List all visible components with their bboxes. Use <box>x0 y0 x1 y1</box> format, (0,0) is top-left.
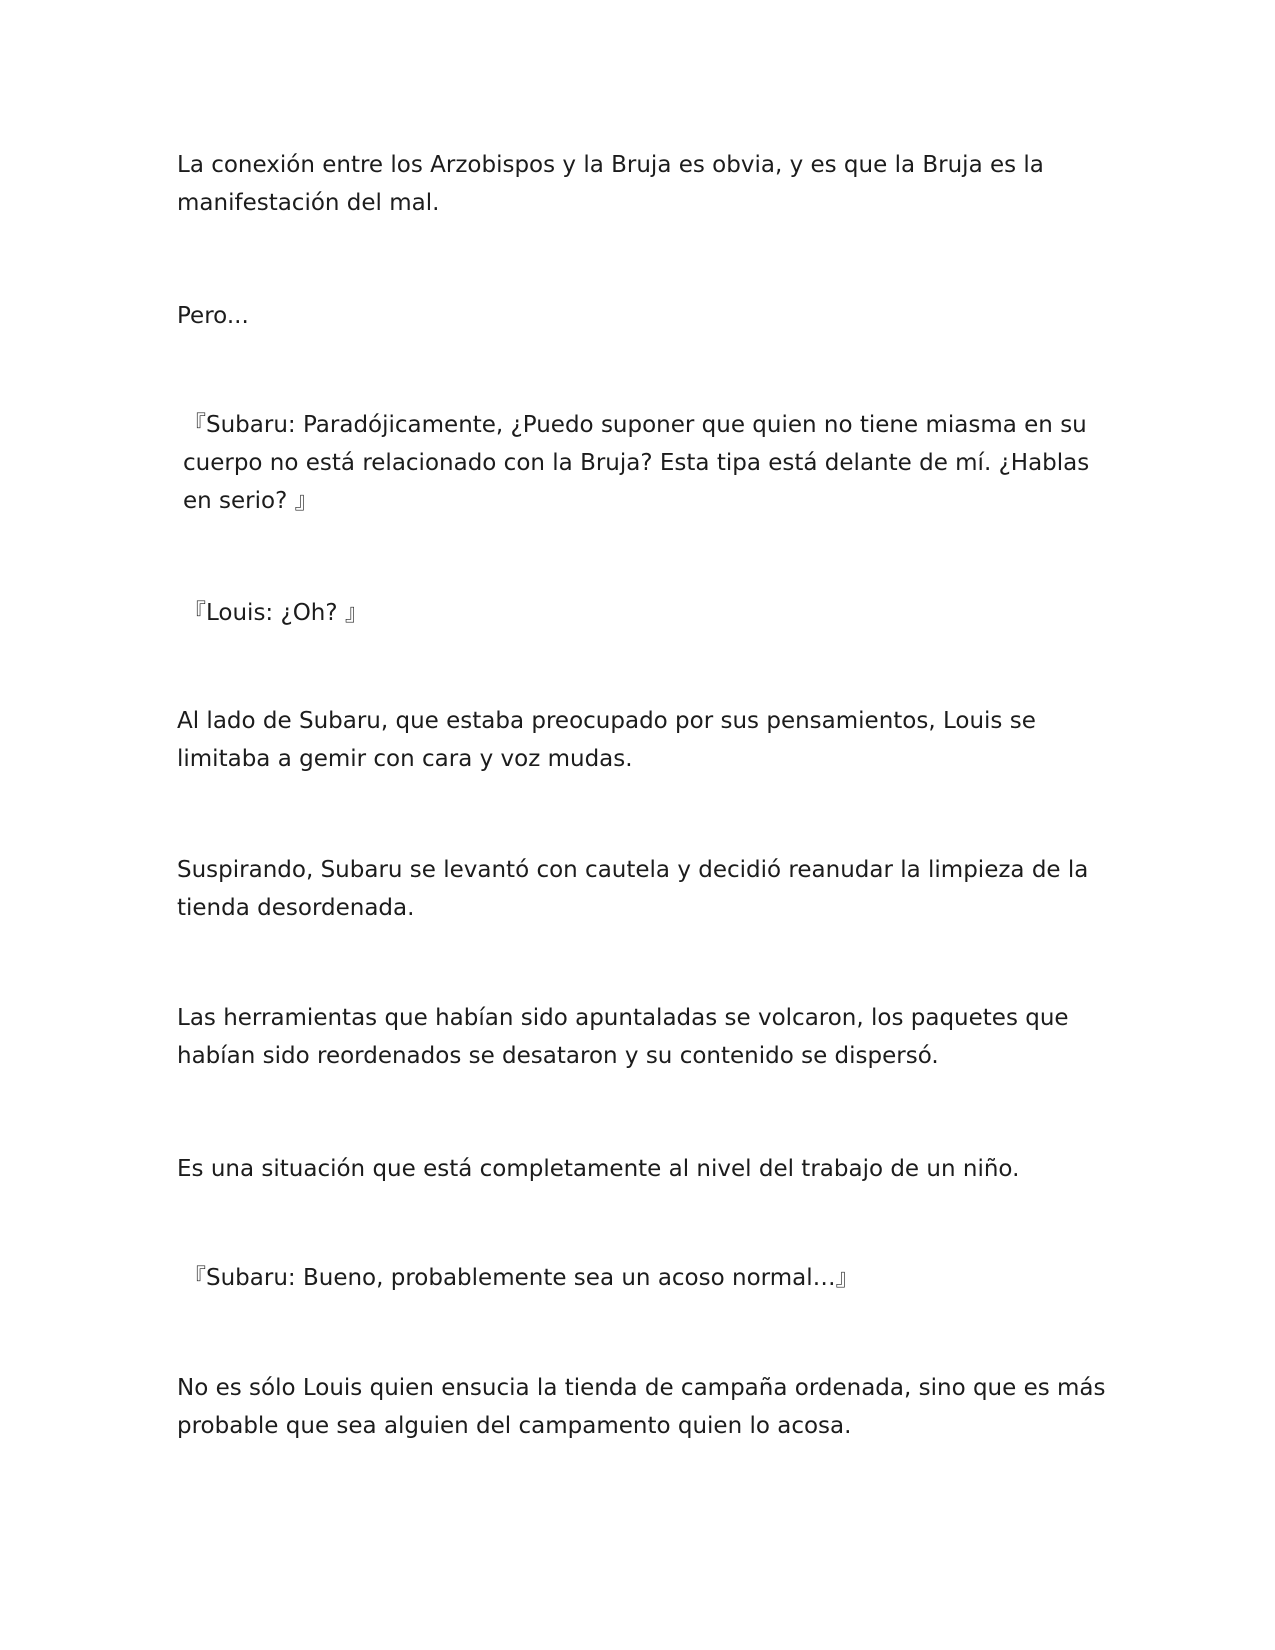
paragraph-louis-groan: Al lado de Subaru, que estaba preocupado por sus pensamientos, Louis se limitaba a gemir con cara y voz mudas. <box>177 708 1036 772</box>
paragraph-tools-scattered: Las herramientas que habían sido apuntaladas se volcaron, los paquetes que habían sido reordenados se desataron y su contenido se dispersó. <box>177 1005 1069 1069</box>
paragraph-subaru-cleaning: Suspirando, Subaru se levantó con cautela y decidió reanudar la limpieza de la tienda desordenada. <box>177 857 1089 921</box>
paragraph-pero: Pero... <box>177 303 249 329</box>
paragraph-camp-harasser: No es sólo Louis quien ensucia la tienda de campaña ordenada, sino que es más probable que sea alguien del campamento quien lo acosa. <box>177 1375 1106 1439</box>
paragraph-witch-connection: La conexión entre los Arzobispos y la Bruja es obvia, y es que la Bruja es la manifestación del mal. <box>177 152 1044 216</box>
dialogue-subaru-paradox: 『Subaru: Paradójicamente, ¿Puedo suponer que quien no tiene miasma en su cuerpo no está relacionado con la Bruja? Esta tipa está delante de mí. ¿Hablas en serio? 』 <box>183 412 1090 514</box>
dialogue-louis-oh: 『Louis: ¿Oh? 』 <box>183 600 368 626</box>
dialogue-subaru-harassment: 『Subaru: Bueno, probablemente sea un acoso normal…』 <box>183 1265 859 1291</box>
paragraph-child-work: Es una situación que está completamente al nivel del trabajo de un niño. <box>177 1156 1020 1182</box>
